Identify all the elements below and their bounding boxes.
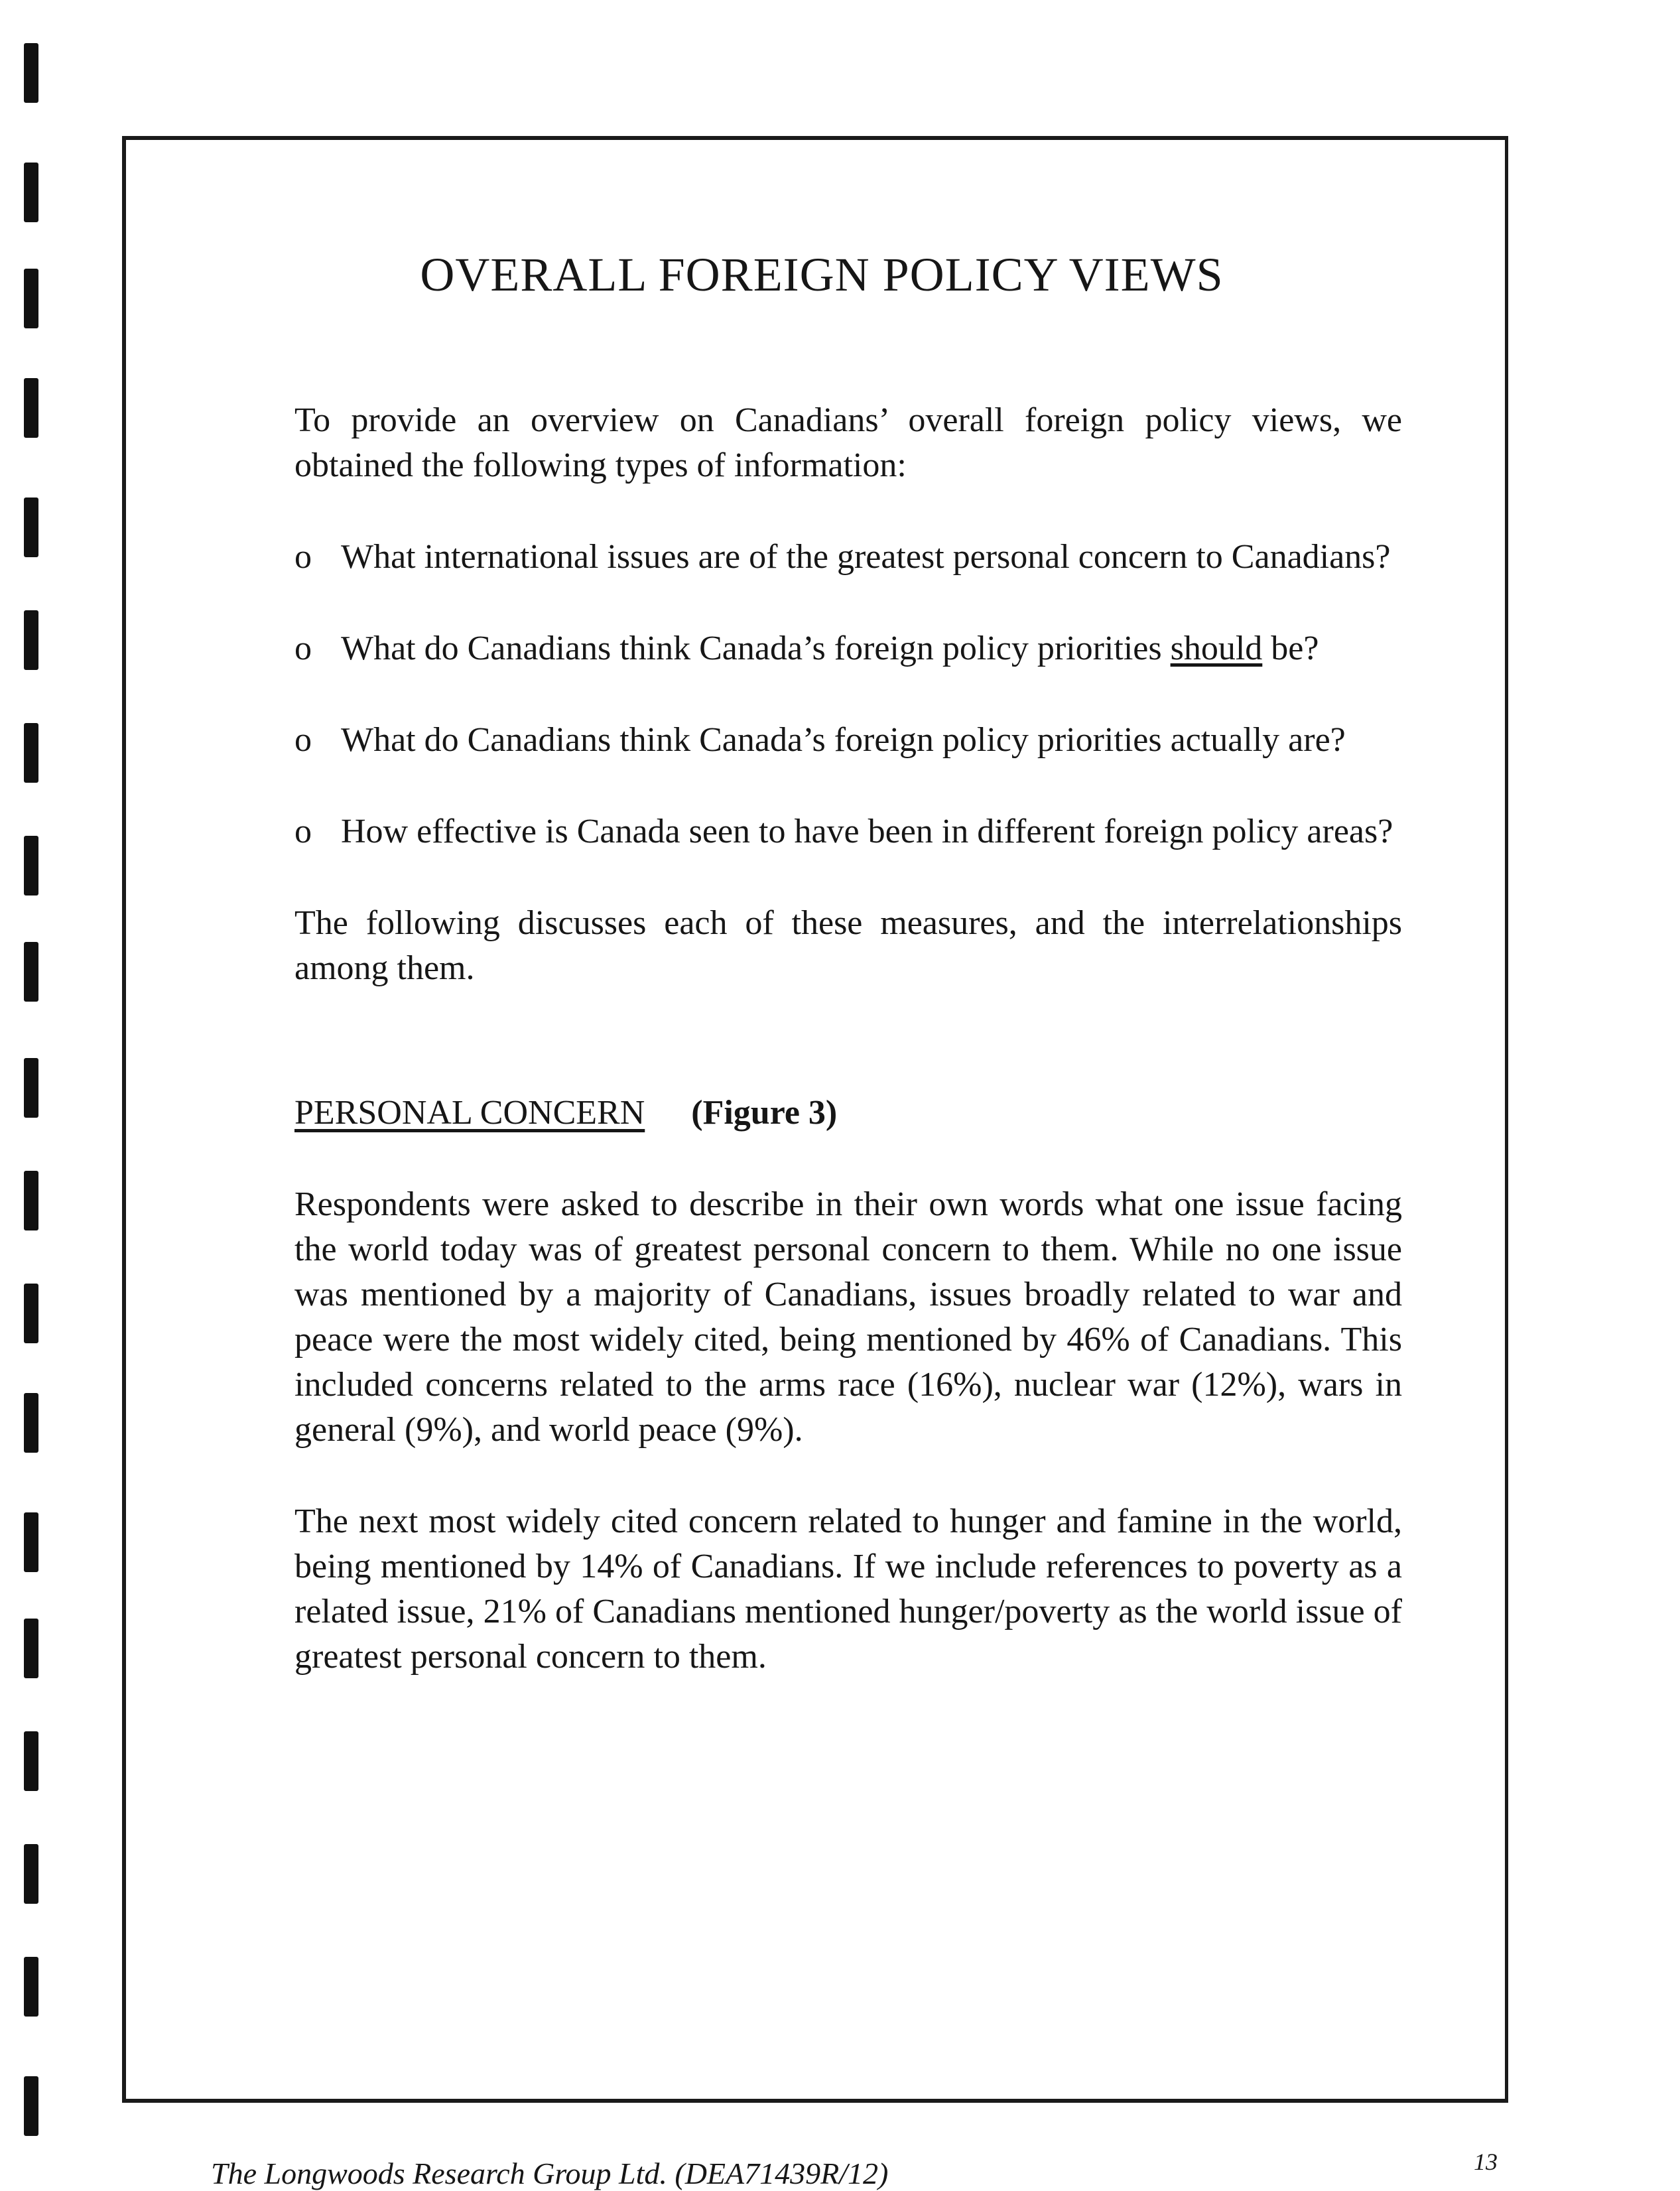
bullet-text — [341, 626, 1402, 671]
summary-paragraph: The following discusses each of these measures, and the interrelationships among them. — [294, 904, 1402, 987]
binding-holes — [24, 0, 44, 2186]
bullet-marker: o — [294, 721, 312, 759]
section-heading-text: PERSONAL CONCERN — [294, 1094, 645, 1132]
bullet-text: What international issues are of the greatest personal concern to Canadians? — [341, 538, 1391, 576]
figure-reference: (Figure 3) — [691, 1094, 838, 1132]
section-heading — [294, 1091, 1402, 1136]
bullet-item — [294, 809, 1402, 854]
body-paragraph: Respondents were asked to describe in their own words what one issue facing the world today was of greatest personal concern to them. While no one issue was mentioned by a majority of Canadians, issues broadly related to war and peace were the most widely cited, being mentioned by 46% of Canadians. This included concerns related to the arms race (16%), nuclear war (12%), wars in general (9%), and world peace (9%). — [294, 1185, 1402, 1449]
bullet-marker: o — [294, 630, 312, 667]
underlined-word: should — [1170, 630, 1263, 667]
body-paragraph: The next most widely cited concern related to hunger and famine in the world, being mentioned by 14% of Canadians. If we include references to poverty as a related issue, 21% of Canadians mentioned hunger/poverty as the world issue of greatest personal concern to them. — [294, 1502, 1402, 1676]
bullet-text: What do Canadians think Canada’s foreign policy priorities actually are? — [341, 721, 1346, 759]
bullet-item — [294, 535, 1402, 580]
footer-source: The Longwoods Research Group Ltd. (DEA71439R/12) — [211, 2157, 889, 2190]
bullet-marker: o — [294, 813, 312, 850]
page-title: OVERALL FOREIGN POLICY VIEWS — [420, 248, 1224, 301]
intro-paragraph: To provide an overview on Canadians’ overall foreign policy views, we obtained the following types of information: — [294, 401, 1402, 484]
page-number: 13 — [1474, 2149, 1498, 2175]
bullet-text: How effective is Canada seen to have been in different foreign policy areas? — [341, 813, 1393, 850]
bullet-marker: o — [294, 538, 312, 576]
bullet-item — [294, 626, 1402, 671]
bullet-text-post: be? — [1262, 630, 1319, 667]
document-body — [294, 248, 1402, 1680]
bullet-text-pre: What do Canadians think Canada’s foreign policy priorities — [341, 630, 1171, 667]
bullet-item — [294, 718, 1402, 763]
